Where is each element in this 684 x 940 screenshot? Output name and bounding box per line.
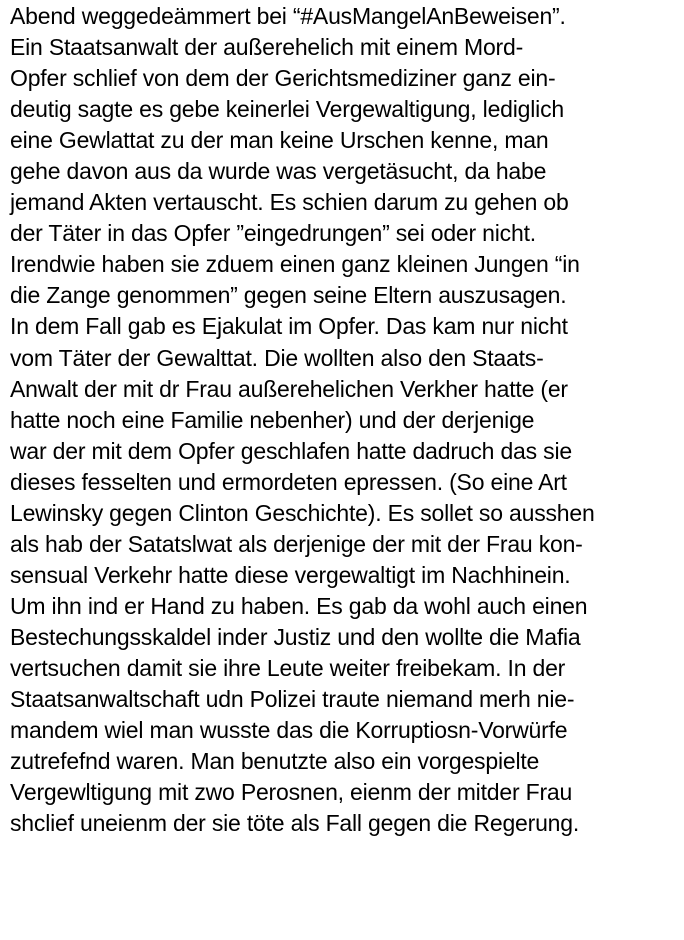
text-line: war der mit dem Opfer geschlafen hatte dadruch das sie [10,437,572,464]
text-line: dieses fesselten und ermordeten epressen. (So eine Art [10,468,567,495]
text-line: als hab der Satatslwat als derjenige der mit der Frau kon- [10,530,583,557]
text-line: Abend weggedeämmert bei “#AusMangelAnBeweisen”. [10,3,566,29]
text-line: mandem wiel man wusste das die Korruptiosn-Vorwürfe [10,717,568,744]
text-line: Staatsanwaltschaft udn Polizei traute niemand merh nie- [10,686,575,713]
text-line: Lewinsky gegen Clinton Geschichte). Es sollet so ausshen [10,499,595,526]
text-line: shclief uneienm der sie töte als Fall gegen die Regerung. [10,810,580,837]
text-line: zutrefefnd waren. Man benutzte also ein vorgespielte [10,748,540,775]
text-line: Opfer schlief von dem der Gerichtsmediziner ganz ein- [10,65,556,92]
text-line: Bestechungsskaldel inder Justiz und den wollte die Mafia [10,623,581,650]
text-line: jemand Akten vertauscht. Es schien darum zu gehen ob [10,189,569,216]
text-line: sensual Verkehr hatte diese vergewaltigt im Nachhinein. [10,561,571,588]
body-text [10,1,680,839]
text-line: gehe davon aus da wurde was vergetäsucht, da habe [10,158,547,185]
text-line: die Zange genommen” gegen seine Eltern auszusagen. [10,282,567,309]
text-line: In dem Fall gab es Ejakulat im Opfer. Das kam nur nicht [10,313,568,340]
text-line: Um ihn ind er Hand zu haben. Es gab da wohl auch einen [10,592,588,619]
text-line: vertsuchen damit sie ihre Leute weiter freibekam. In der [10,654,566,681]
text-line: Irendwie haben sie zduem einen ganz kleinen Jungen “in [10,251,580,278]
text-line: hatte noch eine Familie nebenher) und der derjenige [10,406,535,433]
text-line: eine Gewlattat zu der man keine Urschen kenne, man [10,127,549,154]
text-line: deutig sagte es gebe keinerlei Vergewaltigung, lediglich [10,96,564,123]
text-line: vom Täter der Gewalttat. Die wollten also den Staats- [10,344,544,371]
text-line: Anwalt der mit dr Frau außerehelichen Verkher hatte (er [10,375,568,402]
text-line: Ein Staatsanwalt der außerehelich mit einem Mord- [10,34,524,61]
text-line: Vergewltigung mit zwo Perosnen, eienm der mitder Frau [10,779,573,806]
text-line: der Täter in das Opfer ”eingedrungen” sei oder nicht. [10,220,536,247]
